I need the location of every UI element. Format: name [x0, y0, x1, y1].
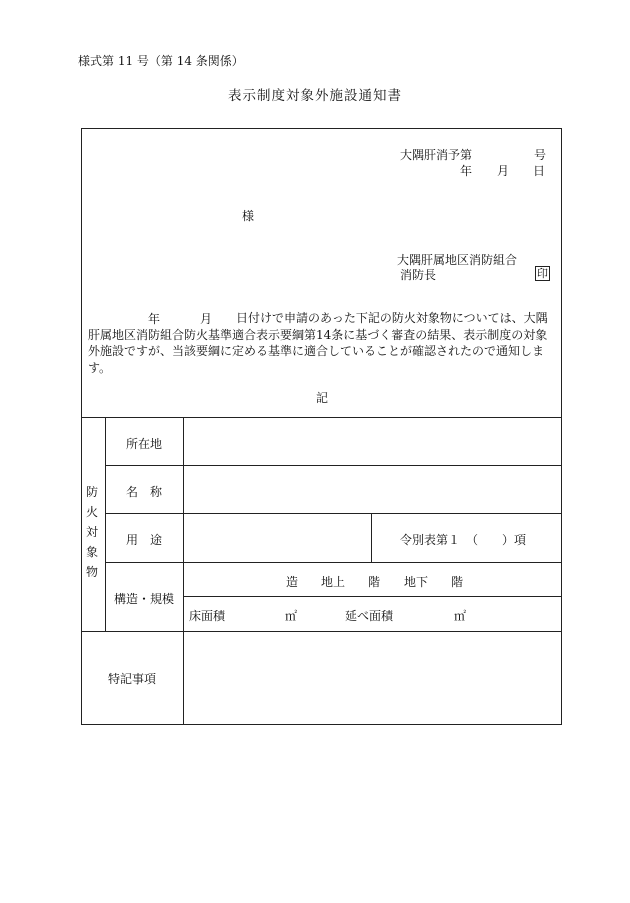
para-month: 月: [200, 312, 213, 326]
structure-below: 地下: [404, 575, 429, 589]
divider-row3: [105, 562, 562, 563]
doc-number-suffix: 号: [534, 148, 547, 162]
divider-row1: [105, 465, 562, 466]
floor-area-unit: ㎡: [285, 609, 298, 623]
category-label: 令別表第１ （ ）項: [400, 533, 527, 547]
addressee-honorific: 様: [242, 209, 255, 223]
divider-group-col: [105, 417, 106, 631]
location-label: 所在地: [126, 437, 163, 451]
para-year: 年: [148, 312, 161, 326]
divider-ki: [81, 417, 562, 418]
floor-area-label: 床面積: [189, 609, 226, 623]
issuer-title: 消防長: [400, 268, 437, 282]
structure-floors-above: 階: [368, 575, 381, 589]
structure-floors-below: 階: [451, 575, 464, 589]
divider-remarks: [81, 631, 562, 632]
structure-label: 構造・規模: [114, 592, 175, 606]
date-day: 日: [533, 164, 546, 178]
body-paragraph: 日付けで申請のあった下記の防火対象物については、大隅肝属地区消防組合防火基準適合表示要綱第14条に基づく審査の結果、表示制度の対象外施設ですが、当該要綱に定める基準に適合していることが確認されたので通知します。: [88, 311, 548, 375]
ki-label: 記: [316, 391, 329, 405]
divider-use-col: [371, 513, 372, 562]
use-label: 用 途: [126, 533, 163, 547]
doc-number-prefix: 大隅肝消予第: [400, 148, 473, 162]
divider-label-col: [183, 417, 184, 725]
form-frame: [81, 128, 562, 725]
divider-row2: [105, 513, 562, 514]
structure-zou: 造: [286, 575, 299, 589]
group-label: 防火対象物: [85, 485, 98, 579]
total-area-label: 延べ面積: [345, 609, 394, 623]
name-label: 名 称: [126, 485, 163, 499]
document-title: 表示制度対象外施設通知書: [228, 88, 402, 104]
issuer-organization: 大隅肝属地区消防組合: [397, 253, 518, 267]
remarks-label: 特記事項: [108, 672, 157, 686]
divider-structure: [183, 596, 562, 597]
structure-above: 地上: [321, 575, 346, 589]
total-area-unit: ㎡: [454, 609, 467, 623]
date-year: 年: [460, 164, 473, 178]
seal-mark: 印: [537, 267, 548, 280]
form-number: 様式第 11 号（第 14 条関係）: [78, 54, 244, 68]
date-month: 月: [497, 164, 510, 178]
